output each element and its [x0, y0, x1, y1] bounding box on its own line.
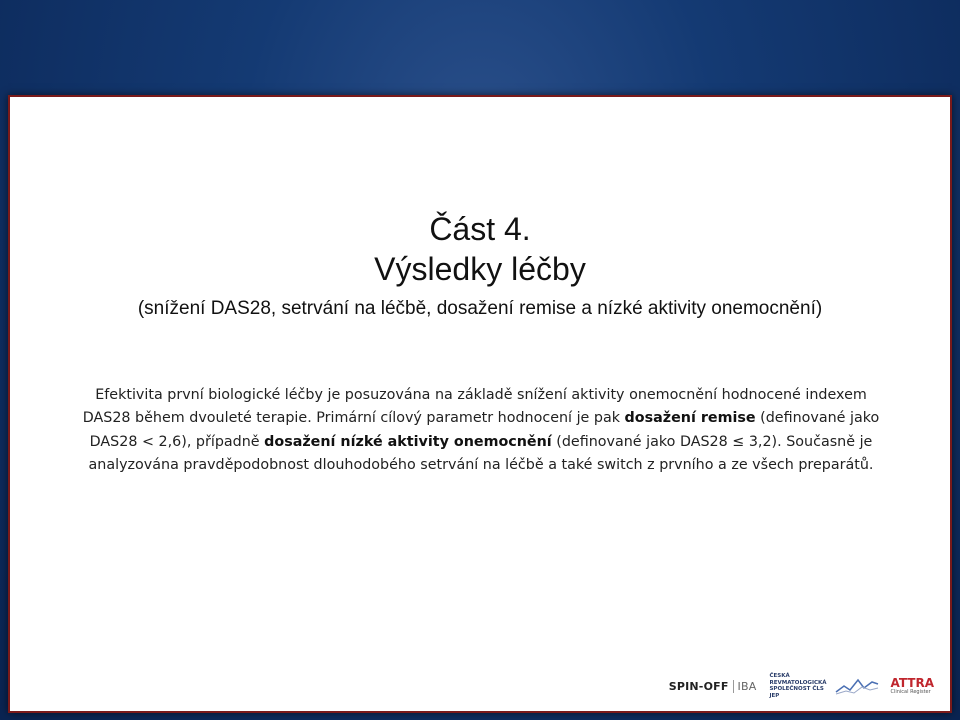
wave-logo: [834, 672, 880, 700]
spin-off-logo-text: SPIN-OFF: [668, 679, 729, 693]
chart-wave-icon: [834, 674, 880, 698]
crs-logo: [766, 672, 827, 700]
attra-logo-text: ATTRA: [890, 675, 934, 690]
body-text-1: Efektivita první biologické léčby je posuzována na základě snížení aktivity onemocnění hodnocené indexem DAS28 během dvouleté terapie. Primární cílový parametr hodnocení je pak: [82, 387, 867, 427]
body-text-2: (definované jako DAS28 < 2,6), případně: [89, 410, 880, 450]
page-subtitle: (snížení DAS28, setrvání na léčbě, dosažení remise a nízké aktivity onemocnění): [137, 298, 823, 319]
body-bold-remission: dosažení remise: [624, 410, 756, 427]
content-panel: [8, 95, 952, 713]
attra-logo-subtitle: Clinical Register: [890, 688, 931, 695]
body-bold-low-activity: dosažení nízké aktivity onemocnění: [264, 433, 552, 450]
page-title: Výsledky léčby: [374, 251, 586, 287]
body-paragraph: [76, 384, 886, 477]
spin-off-iba-logo: [669, 672, 757, 700]
footer-logo-bar: [669, 669, 934, 703]
iba-logo-text: IBA: [733, 680, 757, 693]
attra-logo: [890, 672, 934, 700]
section-number: Část 4.: [429, 211, 531, 247]
crs-logo-text: ČESKÁ REVMATOLOGICKÁ SPOLEČNOST ČLS JEP: [769, 673, 827, 699]
title-block: [10, 209, 950, 323]
body-text-3: (definované jako DAS28 ≤ 3,2). Současně je analyzována pravděpodobnost dlouhodobého setrvání na léčbě a také switch z prvního a ze všech preparátů.: [88, 433, 874, 473]
